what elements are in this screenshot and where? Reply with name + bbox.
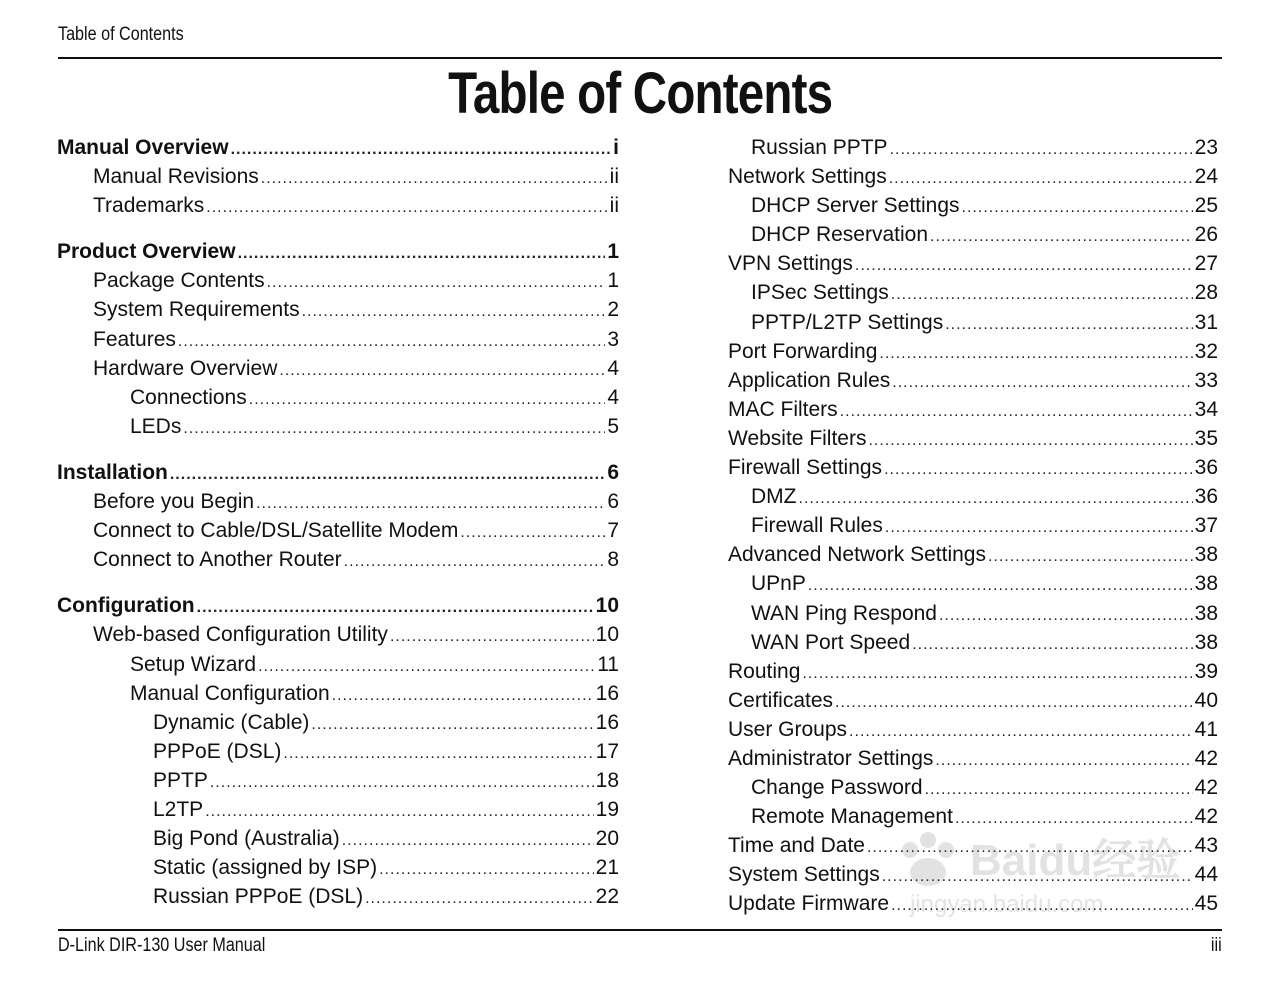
toc-entry-title: Trademarks	[93, 194, 205, 218]
toc-entry-title: Dynamic (Cable)	[153, 710, 310, 734]
toc-entry-title: Configuration	[57, 594, 195, 618]
toc-entry-title: System Settings	[728, 863, 880, 887]
dot-leader	[891, 280, 1193, 309]
toc-entry[interactable]	[728, 482, 1218, 511]
dot-leader	[283, 739, 593, 768]
toc-entry[interactable]	[57, 354, 619, 383]
toc-entry[interactable]	[728, 511, 1218, 540]
toc-entry-title: Product Overview	[57, 240, 236, 264]
toc-entry-page: 45	[1194, 892, 1218, 916]
dot-leader	[988, 542, 1193, 571]
toc-entry[interactable]	[57, 679, 619, 708]
dot-leader	[891, 891, 1193, 920]
toc-entry-title: Certificates	[728, 688, 834, 712]
dot-leader	[808, 571, 1193, 600]
toc-entry[interactable]	[728, 133, 1218, 162]
toc-entry-page: 28	[1194, 281, 1218, 305]
dot-leader	[178, 327, 605, 356]
toc-entry[interactable]	[57, 458, 619, 487]
section-gap	[57, 574, 619, 591]
toc-entry[interactable]	[57, 737, 619, 766]
toc-entry-page: 33	[1194, 368, 1218, 392]
toc-entry-page: 16	[595, 710, 619, 734]
dot-leader	[868, 426, 1192, 455]
toc-entry-title: Russian PPPoE (DSL)	[153, 885, 364, 909]
toc-entry[interactable]	[57, 237, 619, 266]
toc-entry-title: Change Password	[751, 776, 923, 800]
toc-entry-page: 16	[595, 681, 619, 705]
dot-leader	[390, 622, 594, 651]
toc-entry-title: Administrator Settings	[728, 746, 934, 770]
dot-leader	[170, 460, 605, 489]
toc-entry[interactable]	[728, 889, 1218, 918]
toc-entry-page: 31	[1194, 310, 1218, 334]
toc-entry[interactable]	[57, 853, 619, 882]
toc-entry-title: Connect to Cable/DSL/Satellite Modem	[93, 519, 459, 543]
toc-entry[interactable]	[728, 744, 1218, 773]
toc-entry-page: ii	[609, 194, 619, 218]
toc-entry-title: Package Contents	[93, 269, 265, 293]
toc-entry[interactable]	[728, 424, 1218, 453]
toc-entry-page: 10	[595, 623, 619, 647]
toc-entry[interactable]	[57, 412, 619, 441]
dot-leader	[955, 804, 1193, 833]
dot-leader	[267, 268, 606, 297]
dot-leader	[344, 547, 606, 576]
dot-leader	[840, 397, 1193, 426]
dot-leader	[925, 775, 1193, 804]
svg-text:Baidu经验: Baidu经验	[970, 836, 1181, 885]
dot-leader	[342, 826, 594, 855]
toc-entry[interactable]	[57, 795, 619, 824]
dot-leader	[279, 356, 605, 385]
dot-leader	[939, 601, 1193, 630]
toc-entry-page: 38	[1194, 543, 1218, 567]
toc-entry-page: 37	[1194, 514, 1218, 538]
toc-entry-title: Manual Revisions	[93, 165, 259, 189]
toc-entry-title: Website Filters	[728, 426, 867, 450]
toc-entry-page: 4	[607, 385, 619, 409]
dot-leader	[935, 746, 1192, 775]
toc-entry-page: 3	[607, 327, 619, 351]
toc-entry-title: DMZ	[751, 485, 797, 509]
dot-leader	[889, 164, 1193, 193]
toc-entry-page: 38	[1194, 630, 1218, 654]
dot-leader	[930, 222, 1193, 251]
toc-entry-page: 8	[607, 548, 619, 572]
dot-leader	[945, 310, 1192, 339]
toc-entry[interactable]	[57, 325, 619, 354]
dot-leader	[835, 688, 1193, 717]
toc-entry[interactable]	[728, 773, 1218, 802]
toc-entry-page: 36	[1194, 456, 1218, 480]
dot-leader	[885, 513, 1193, 542]
toc-entry-title: Installation	[57, 460, 168, 484]
toc-entry[interactable]	[728, 831, 1218, 860]
dot-leader	[365, 884, 594, 913]
toc-entry[interactable]	[57, 824, 619, 853]
dot-leader	[261, 164, 608, 193]
toc-entry[interactable]	[57, 133, 619, 162]
toc-entry-page: 2	[607, 298, 619, 322]
dot-leader	[460, 518, 605, 547]
toc-entry[interactable]	[728, 860, 1218, 889]
toc-entry-title: User Groups	[728, 717, 848, 741]
page-title	[0, 60, 1280, 127]
toc-entry-title: Connect to Another Router	[93, 548, 342, 572]
toc-entry[interactable]	[728, 191, 1218, 220]
toc-entry-title: Features	[93, 327, 176, 351]
toc-entry-page: 20	[595, 827, 619, 851]
dot-leader	[799, 484, 1193, 513]
toc-entry-title: Web-based Configuration Utility	[93, 623, 388, 647]
dot-leader	[197, 593, 594, 622]
dot-leader	[302, 297, 606, 326]
toc-entry-page: 42	[1194, 805, 1218, 829]
toc-entry-title: Before you Begin	[93, 490, 255, 514]
toc-entry[interactable]	[57, 266, 619, 295]
dot-leader	[249, 385, 606, 414]
svg-text:jingyan.baidu.com: jingyan.baidu.com	[910, 891, 1104, 918]
section-gap	[57, 220, 619, 237]
dot-leader	[879, 339, 1192, 368]
dot-leader	[882, 862, 1193, 891]
toc-entry-page: 7	[607, 519, 619, 543]
toc-entry-title: System Requirements	[93, 298, 300, 322]
toc-entry-title: Russian PPTP	[751, 136, 888, 159]
toc-entry[interactable]	[728, 686, 1218, 715]
footer-rule	[58, 929, 1222, 931]
toc-entry-page: 1	[607, 240, 619, 264]
dot-leader	[258, 652, 595, 681]
toc-entry-title: PPTP/L2TP Settings	[751, 310, 944, 334]
toc-entry-title: Setup Wizard	[130, 652, 257, 676]
toc-entry-title: Time and Date	[728, 834, 865, 858]
toc-entry[interactable]	[728, 540, 1218, 569]
toc-entry[interactable]	[728, 628, 1218, 657]
dot-leader	[962, 193, 1193, 222]
toc-entry[interactable]	[728, 453, 1218, 482]
toc-entry[interactable]	[57, 162, 619, 191]
toc-entry-title: PPPoE (DSL)	[153, 739, 282, 763]
dot-leader	[256, 489, 605, 518]
toc-entry-title: WAN Port Speed	[751, 630, 911, 654]
toc-entry[interactable]	[728, 802, 1218, 831]
toc-entry-title: IPSec Settings	[751, 281, 889, 305]
toc-entry-page: 32	[1194, 339, 1218, 363]
toc-entry-page: 27	[1194, 252, 1218, 276]
dot-leader	[205, 797, 593, 826]
toc-entry-page: 25	[1194, 194, 1218, 218]
toc-entry[interactable]	[57, 545, 619, 574]
dot-leader	[311, 710, 593, 739]
toc-left-column	[57, 133, 619, 911]
toc-entry-title: DHCP Reservation	[751, 223, 929, 247]
dot-leader	[867, 833, 1193, 862]
toc-entry-page: 42	[1194, 776, 1218, 800]
toc-entry-title: Manual Overview	[57, 136, 229, 159]
dot-leader	[892, 368, 1192, 397]
dot-leader	[855, 251, 1193, 280]
toc-entry-page: 22	[595, 885, 619, 909]
toc-entry-page: 10	[595, 594, 619, 618]
toc-entry[interactable]	[728, 249, 1218, 278]
toc-entry-page: 23	[1194, 136, 1218, 159]
toc-entry-page: 24	[1194, 165, 1218, 189]
toc-entry-title: Network Settings	[728, 165, 887, 189]
toc-entry[interactable]	[57, 766, 619, 795]
toc-entry-page: 34	[1194, 397, 1218, 421]
page-title-text: Table of Contents	[447, 61, 833, 126]
toc-entry[interactable]	[57, 295, 619, 324]
toc-entry[interactable]	[57, 191, 619, 220]
toc-entry[interactable]	[728, 162, 1218, 191]
toc-entry-page: 39	[1194, 659, 1218, 683]
toc-entry-page: 42	[1194, 746, 1218, 770]
toc-entry-page: 6	[607, 460, 619, 484]
toc-entry[interactable]	[728, 715, 1218, 744]
toc-entry[interactable]	[57, 708, 619, 737]
toc-entry[interactable]	[728, 657, 1218, 686]
toc-entry[interactable]	[728, 337, 1218, 366]
section-gap	[57, 441, 619, 458]
dot-leader	[332, 681, 594, 710]
toc-entry-title: UPnP	[751, 572, 806, 596]
toc-entry-page: 36	[1194, 485, 1218, 509]
footer-manual-title: D-Link DIR-130 User Manual	[58, 935, 266, 956]
toc-entry-page: 35	[1194, 426, 1218, 450]
toc-entry[interactable]	[57, 591, 619, 620]
toc-entry-page: 44	[1194, 863, 1218, 887]
toc-entry-page: 6	[607, 490, 619, 514]
toc-entry-title: WAN Ping Respond	[751, 601, 937, 625]
toc-entry-page: 4	[607, 356, 619, 380]
dot-leader	[379, 855, 594, 884]
toc-entry-title: Manual Configuration	[130, 681, 330, 705]
toc-entry-title: Advanced Network Settings	[728, 543, 986, 567]
toc-entry[interactable]	[728, 220, 1218, 249]
toc-entry-title: PPTP	[153, 768, 208, 792]
toc-entry-title: Remote Management	[751, 805, 953, 829]
toc-entry[interactable]	[728, 366, 1218, 395]
toc-entry[interactable]	[57, 882, 619, 911]
toc-entry[interactable]	[728, 278, 1218, 307]
dot-leader	[183, 414, 605, 443]
toc-entry-page: 40	[1194, 688, 1218, 712]
toc-entry-page: 19	[595, 797, 619, 821]
toc-entry[interactable]	[728, 569, 1218, 598]
footer-page-number: iii	[1211, 935, 1222, 956]
toc-entry-page: 21	[595, 856, 619, 880]
dot-leader	[206, 193, 607, 222]
dot-leader	[231, 135, 612, 164]
toc-entry-page: 26	[1194, 223, 1218, 247]
header-rule	[58, 57, 1222, 59]
toc-entry-title: Firewall Rules	[751, 514, 883, 538]
toc-entry-page: 17	[595, 739, 619, 763]
toc-entry-title: Connections	[130, 385, 247, 409]
dot-leader	[884, 455, 1193, 484]
toc-entry-page: 38	[1194, 601, 1218, 625]
toc-entry-title: MAC Filters	[728, 397, 838, 421]
toc-entry-title: Application Rules	[728, 368, 891, 392]
toc-entry-title: LEDs	[130, 414, 182, 438]
toc-entry-title: Update Firmware	[728, 892, 890, 916]
toc-entry-title: Port Forwarding	[728, 339, 878, 363]
toc-entry-title: Hardware Overview	[93, 356, 278, 380]
toc-entry-page: 43	[1194, 834, 1218, 858]
dot-leader	[912, 630, 1193, 659]
toc-entry[interactable]	[728, 599, 1218, 628]
toc-entry-page: i	[613, 136, 619, 159]
running-header: Table of Contents	[58, 24, 184, 45]
toc-entry-title: DHCP Server Settings	[751, 194, 960, 218]
toc-entry-page: 18	[595, 768, 619, 792]
toc-entry-title: Routing	[728, 659, 801, 683]
toc-entry-title: Static (assigned by ISP)	[153, 856, 378, 880]
dot-leader	[890, 135, 1193, 164]
toc-entry-title: Firewall Settings	[728, 456, 883, 480]
toc-entry[interactable]	[57, 650, 619, 679]
toc-entry[interactable]	[57, 620, 619, 649]
toc-entry-page: ii	[609, 165, 619, 189]
dot-leader	[802, 659, 1192, 688]
dot-leader	[849, 717, 1193, 746]
toc-entry-page: 1	[607, 269, 619, 293]
dot-leader	[238, 239, 606, 268]
toc-entry-title: Big Pond (Australia)	[153, 827, 340, 851]
toc-entry-title: L2TP	[153, 797, 204, 821]
dot-leader	[210, 768, 594, 797]
toc-entry-title: VPN Settings	[728, 252, 853, 276]
toc-entry-page: 41	[1194, 717, 1218, 741]
toc-entry[interactable]	[57, 383, 619, 412]
toc-entry[interactable]	[57, 487, 619, 516]
toc-right-column	[728, 133, 1218, 919]
toc-entry[interactable]	[728, 395, 1218, 424]
toc-entry-page: 38	[1194, 572, 1218, 596]
toc-entry[interactable]	[57, 516, 619, 545]
toc-entry-page: 5	[607, 414, 619, 438]
toc-entry[interactable]	[728, 308, 1218, 337]
toc-entry-page: 11	[597, 652, 619, 676]
